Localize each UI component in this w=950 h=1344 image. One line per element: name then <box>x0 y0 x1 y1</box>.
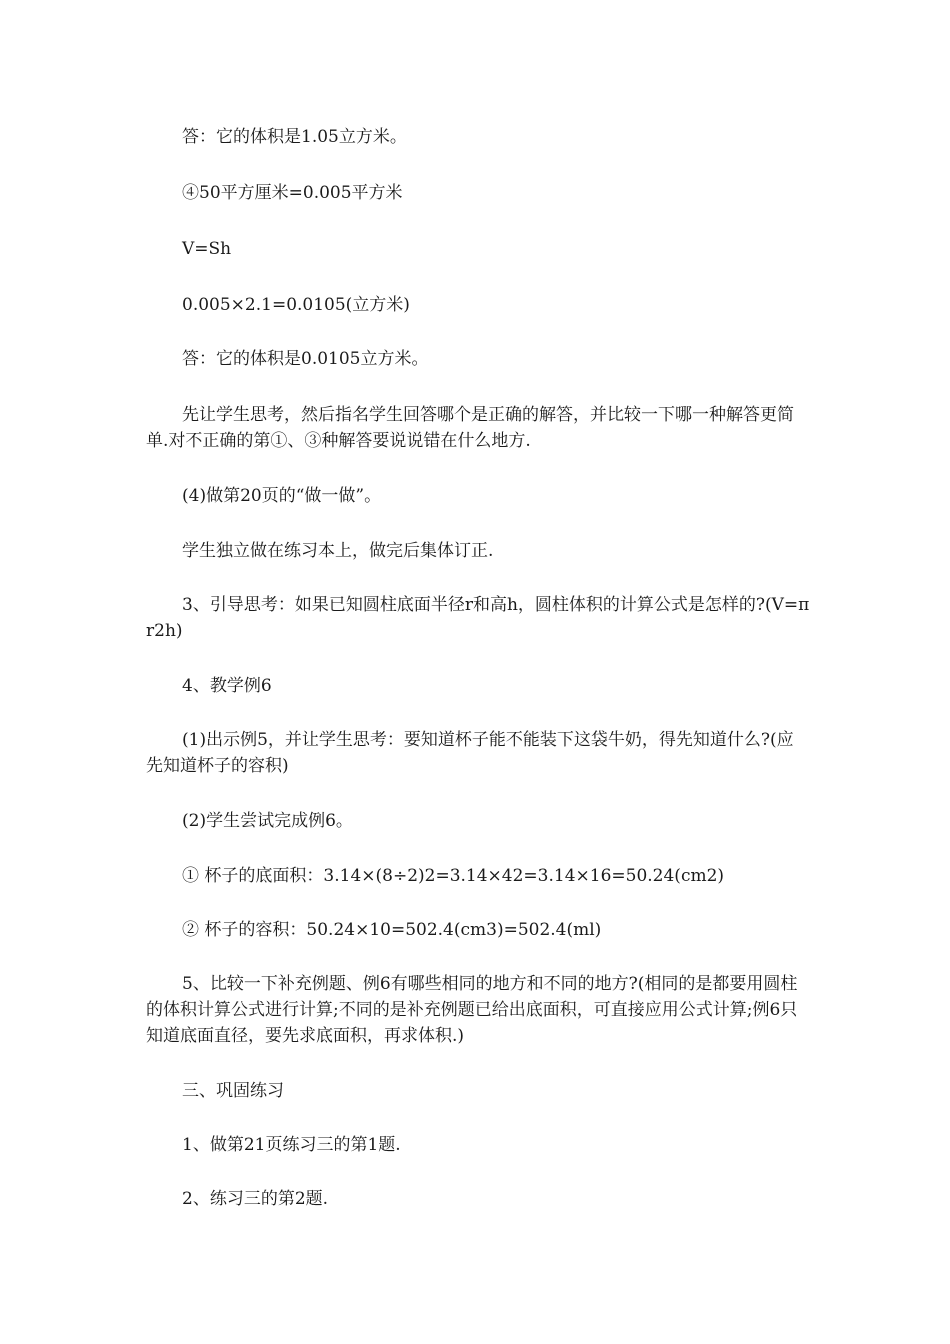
paragraph-formula: V=Sh <box>182 239 232 259</box>
paragraph-base-area: ① 杯子的底面积：3.14×(8÷2)2=3.14×42=3.14×16=50.24(cm2) <box>182 866 725 886</box>
paragraph-consolidation-heading: 三、巩固练习 <box>182 1081 284 1101</box>
paragraph-calculation: 0.005×2.1=0.0105(立方米) <box>182 295 410 315</box>
paragraph-exercise-page20: (4)做第20页的“做一做”。 <box>182 486 382 506</box>
paragraph-example5-prompt: (1)出示例5，并让学生思考：要知道杯子能不能装下这袋牛奶，得先知道什么?(应先知道杯子的容积) <box>146 730 794 776</box>
paragraph-capacity: ② 杯子的容积：50.24×10=502.4(cm3)=502.4(ml) <box>182 920 602 940</box>
paragraph-try-example6: (2)学生尝试完成例6。 <box>182 811 353 831</box>
paragraph-exercise-2: 2、练习三的第2题. <box>182 1189 329 1209</box>
paragraph-comparison: 5、比较一下补充例题、例6有哪些相同的地方和不同的地方?(相同的是都要用圆柱的体积计算公式进行计算;不同的是补充例题已给出底面积，可直接应用公式计算;例6只知道底面直径，要先求底面积，再求体积.) <box>146 974 798 1046</box>
paragraph-exercise-1: 1、做第21页练习三的第1题. <box>182 1135 401 1155</box>
paragraph-unit-conversion: ④50平方厘米=0.005平方米 <box>182 183 403 203</box>
paragraph-answer-2: 答：它的体积是0.0105立方米。 <box>182 349 429 369</box>
paragraph-example6-heading: 4、教学例6 <box>182 676 272 696</box>
paragraph-independent-work: 学生独立做在练习本上，做完后集体订正. <box>182 541 494 561</box>
paragraph-discussion: 先让学生思考，然后指名学生回答哪个是正确的解答，并比较一下哪一种解答更简单.对不正确的第①、③种解答要说说错在什么地方. <box>146 405 794 451</box>
paragraph-answer-1: 答：它的体积是1.05立方米。 <box>182 127 407 147</box>
paragraph-guided-thinking: 3、引导思考：如果已知圆柱底面半径r和高h，圆柱体积的计算公式是怎样的?(V=πr2h) <box>146 595 810 641</box>
